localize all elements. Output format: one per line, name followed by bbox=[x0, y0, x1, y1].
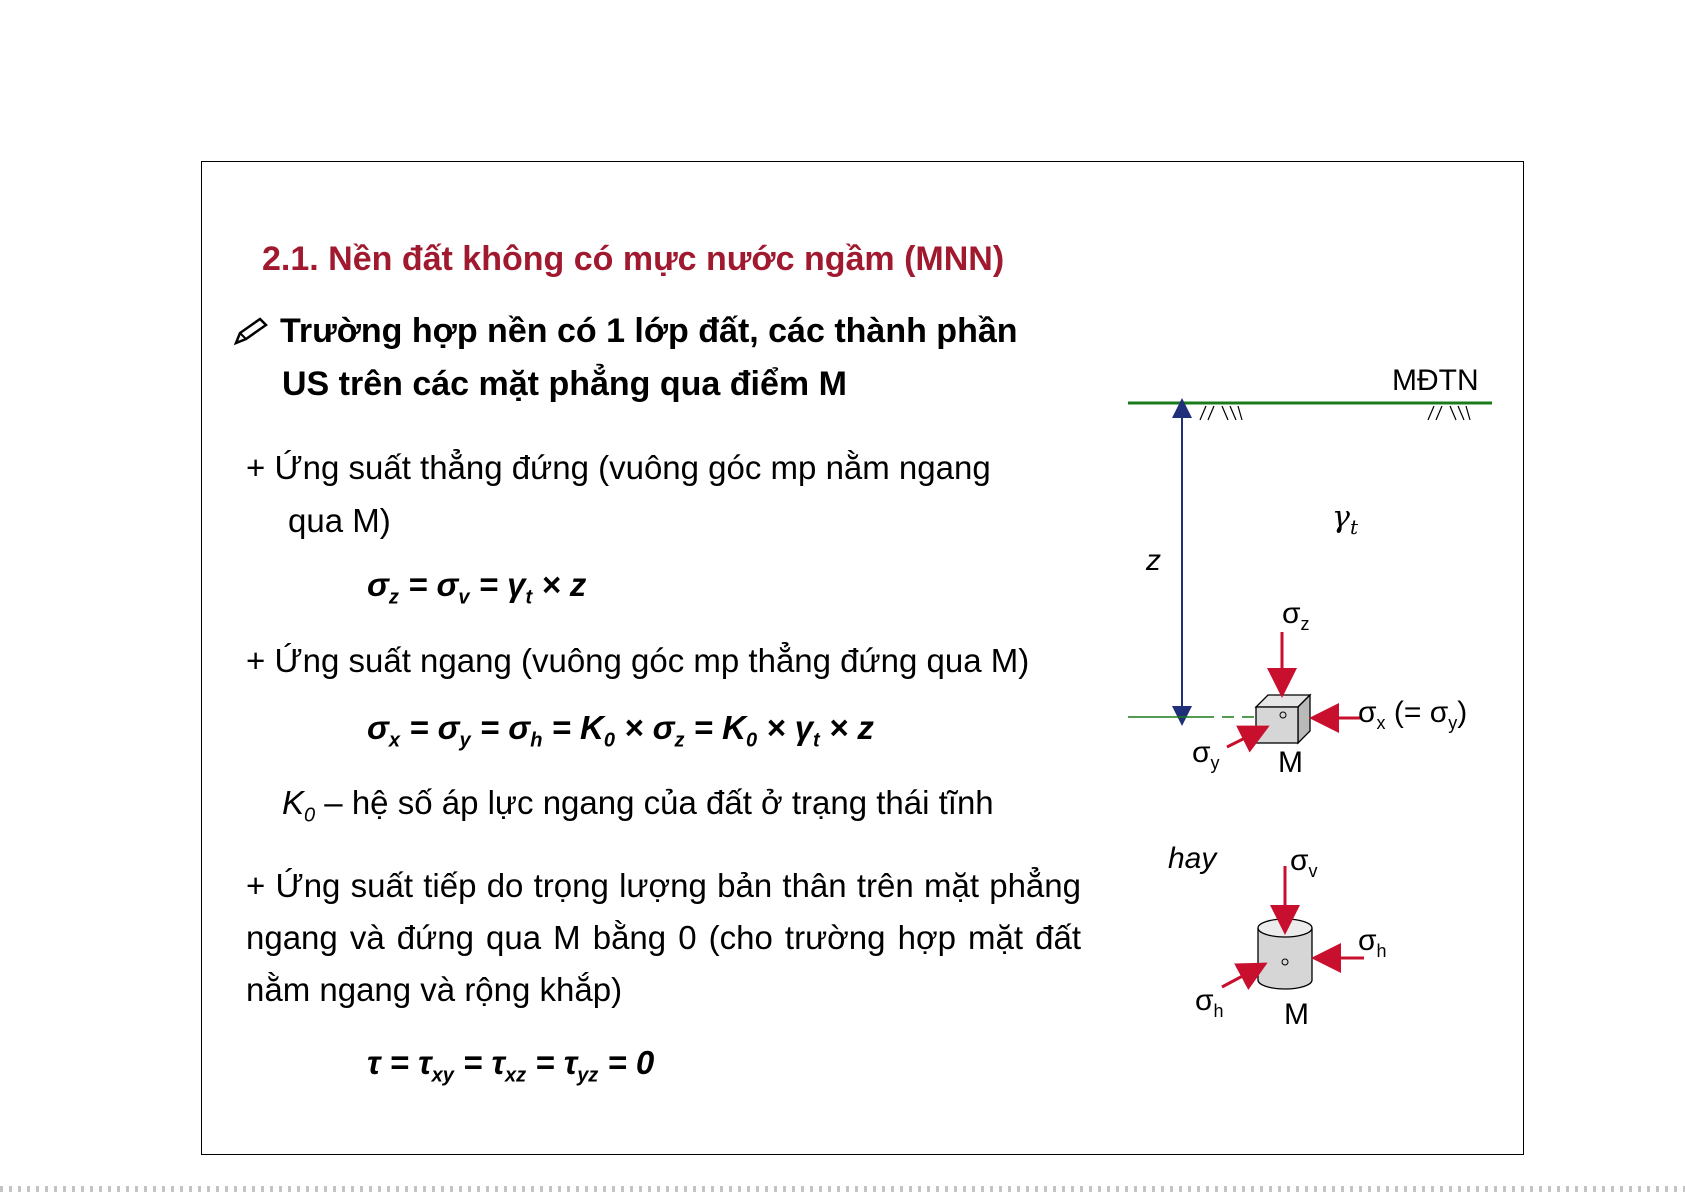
shear-stress-text: + Ứng suất tiếp do trọng lượng bản thân trên mặt phẳng ngang và đứng qua M bằng 0 (cho trường hợp mặt đất nằm ngang và rộng khắp) bbox=[246, 867, 1081, 1008]
vertical-stress-equation: $\sigma_z = \sigma_v = \gamma_t \times z$ bbox=[367, 566, 587, 609]
slide bbox=[201, 161, 1524, 1155]
point-m-label-cylinder: M bbox=[1284, 998, 1309, 1031]
section-title: 2.1. Nền đất không có mực nước ngầm (MNN) bbox=[262, 240, 1005, 278]
point-m-label-cube: M bbox=[1278, 746, 1303, 779]
unit-weight-label: $\gamma_t$ bbox=[1332, 500, 1358, 539]
bottom-edge bbox=[0, 1186, 1685, 1192]
k0-definition: $K_0$ – hệ số áp lực ngang của đất ở trạng thái tĩnh bbox=[282, 784, 994, 827]
sigma-h-label-right: $\sigma_h$ bbox=[1358, 924, 1387, 961]
soil-element-cube bbox=[1256, 695, 1310, 743]
horizontal-stress-equation: $\sigma_x = \sigma_y = \sigma_h = K_0 \times \sigma_z = K_0 \times \gamma_t \times z$ bbox=[367, 709, 874, 752]
vertical-stress-line-2: qua M) bbox=[288, 502, 391, 539]
hay-label: hay bbox=[1168, 842, 1217, 875]
ground-hatch-right bbox=[1428, 406, 1470, 420]
sigma-v-label: $\sigma_v$ bbox=[1290, 844, 1318, 881]
case-line-1: Trường hợp nền có 1 lớp đất, các thành phần bbox=[280, 312, 1018, 350]
sigma-x-label: $\sigma_x$ (= $\sigma_y$) bbox=[1358, 696, 1468, 733]
ground-surface-label: MĐTN bbox=[1392, 364, 1479, 397]
case-line-2: US trên các mặt phẳng qua điểm M bbox=[282, 365, 847, 403]
ground-hatch-left bbox=[1200, 406, 1242, 420]
vertical-stress-line-1: + Ứng suất thẳng đứng (vuông góc mp nằm ngang bbox=[246, 449, 991, 486]
horizontal-stress-line: + Ứng suất ngang (vuông góc mp thẳng đứng qua M) bbox=[246, 642, 1030, 679]
soil-diagram bbox=[202, 162, 1525, 1156]
sigma-z-label: $\sigma_z$ bbox=[1282, 597, 1310, 634]
shear-stress-equation: $\tau = \tau_{xy} = \tau_{xz} = \tau_{yz} = 0$ bbox=[367, 1044, 655, 1087]
sigma-y-label: $\sigma_y$ bbox=[1192, 736, 1220, 773]
sigma-h-label-left: $\sigma_h$ bbox=[1195, 984, 1224, 1021]
depth-label: z bbox=[1146, 544, 1161, 577]
